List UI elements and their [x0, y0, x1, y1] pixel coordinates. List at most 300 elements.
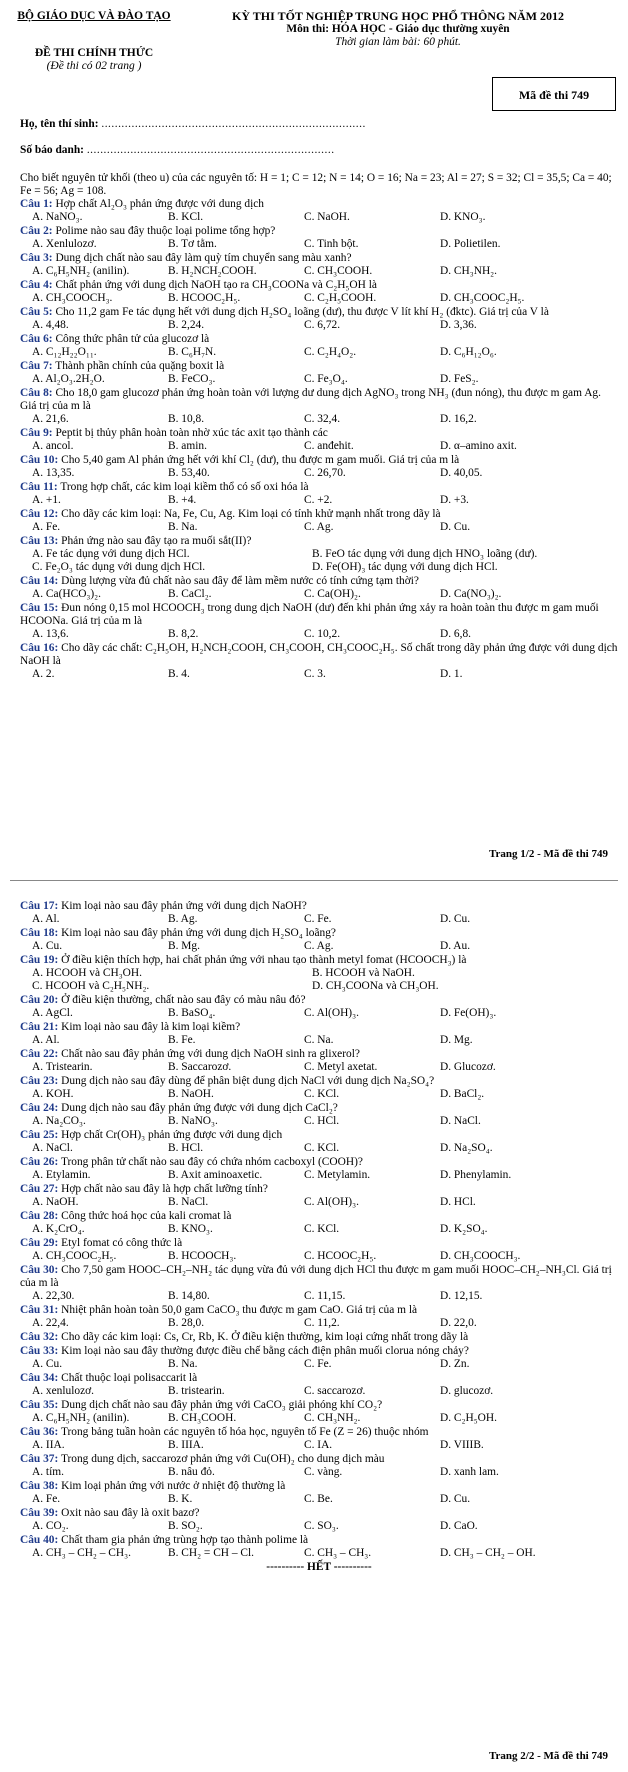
question-number: Câu 9:: [20, 427, 53, 439]
answer-options: [20, 467, 618, 480]
answer-options: [20, 1142, 618, 1155]
answer-option: B. HCl.: [168, 1142, 204, 1154]
answer-option: C. saccarozơ.: [304, 1385, 366, 1397]
question-text: Chất tham gia phản ứng trùng hợp tạo thành polime là: [58, 1534, 309, 1546]
answer-option: D. Cu.: [440, 913, 471, 925]
question-number: Câu 21:: [20, 1021, 59, 1033]
question-number: Câu 24:: [20, 1102, 59, 1114]
answer-options: [20, 292, 618, 305]
answer-option: A. KOH.: [32, 1088, 74, 1100]
question-text: Hợp chất nào sau đây là hợp chất lưỡng tính?: [58, 1183, 268, 1195]
question-item: [20, 1237, 618, 1263]
official-label: ĐỀ THI CHÍNH THỨC: [34, 47, 154, 59]
question-stem: [20, 1102, 618, 1115]
answer-options: [20, 1250, 618, 1263]
answer-option: A. 4,48.: [32, 319, 69, 331]
question-number: Câu 35:: [20, 1399, 59, 1411]
answer-option: C. Be.: [304, 1493, 333, 1505]
question-text: Chất thuộc loại polisaccarit là: [58, 1372, 198, 1384]
answer-option: B. Saccarozơ.: [168, 1061, 232, 1073]
answer-option: B. HCOOC₂H₅.: [168, 292, 241, 304]
question-text: Nhiệt phân hoàn toàn 50,0 gam CaCO₃ thu được m gam CaO. Giá trị của m là: [58, 1304, 418, 1316]
question-number: Câu 18:: [20, 927, 59, 939]
question-text: Trong phân tử chất nào sau đây có chứa nhóm cacboxyl (COOH)?: [58, 1156, 363, 1168]
answer-option: D. Glucozơ.: [440, 1061, 496, 1073]
answer-options: [20, 238, 618, 251]
question-item: [20, 900, 618, 926]
answer-options: [20, 1466, 618, 1479]
answer-option: B. NaNO₃.: [168, 1115, 218, 1127]
question-item: [20, 1453, 618, 1479]
answer-option: B. NaOH.: [168, 1088, 214, 1100]
answer-option: C. C₂H₅COOH.: [304, 292, 377, 304]
answer-option: B. 53,40.: [168, 467, 210, 479]
question-text: Ở điều kiện thường, chất nào sau đây có màu nâu đỏ?: [58, 994, 306, 1006]
answer-option: C. 11,15.: [304, 1290, 346, 1302]
answer-option: D. C₆H₁₂O₆.: [440, 346, 497, 358]
answer-option: D. K₂SO₄.: [440, 1223, 488, 1235]
answer-options: [20, 1520, 618, 1533]
question-text: Cho 18,0 gam glucozơ phản ứng hoàn toàn với lượng dư dung dịch AgNO₃ trong NH₃ (đun nóng), thu được m gam Ag. Giá trị của m là: [20, 387, 601, 412]
question-item: [20, 1480, 618, 1506]
answer-option: A. Etylamin.: [32, 1169, 91, 1181]
question-item: [20, 994, 618, 1020]
question-item: [20, 1264, 618, 1303]
answer-option: B. 8,2.: [168, 628, 199, 640]
question-text: Trong dung dịch, saccarozơ phản ứng với Cu(OH)₂ cho dung dịch màu: [58, 1453, 385, 1465]
answer-option: D. Polietilen.: [440, 238, 501, 250]
question-item: [20, 508, 618, 534]
answer-option: A. Ca(HCO₃)₂.: [32, 588, 102, 600]
answer-options: [20, 1061, 618, 1074]
question-item: [20, 535, 618, 574]
question-number: Câu 2:: [20, 225, 53, 237]
question-number: Câu 13:: [20, 535, 59, 547]
question-number: Câu 14:: [20, 575, 59, 587]
question-stem: [20, 1372, 618, 1385]
question-number: Câu 16:: [20, 642, 59, 654]
question-stem: [20, 535, 618, 548]
answer-option: C. CH₃NH₂.: [304, 1412, 361, 1424]
answer-options: [20, 1223, 618, 1236]
answer-option: A. K₂CrO₄.: [32, 1223, 85, 1235]
answer-option: C. 3.: [304, 668, 326, 680]
end-mark: ---------- HẾT ----------: [266, 1561, 372, 1573]
answer-options: [20, 413, 618, 426]
question-text: Dung dịch nào sau đây dùng để phân biệt dung dịch NaCl với dung dịch Na₂SO₄?: [58, 1075, 435, 1087]
ministry-name: BỘ GIÁO DỤC VÀ ĐÀO TẠO: [17, 10, 171, 22]
question-number: Câu 26:: [20, 1156, 59, 1168]
question-stem: [20, 954, 618, 967]
question-item: [20, 306, 618, 332]
answer-options: [20, 940, 618, 953]
question-item: [20, 360, 618, 386]
question-stem: [20, 1129, 618, 1142]
answer-option: B. CaCl₂.: [168, 588, 212, 600]
answer-option: D. CaO.: [440, 1520, 478, 1532]
answer-option: D. Cu.: [440, 521, 471, 533]
answer-option: D. 6,8.: [440, 628, 472, 640]
answer-options: [20, 211, 618, 224]
candidate-id-row: [20, 144, 366, 170]
answer-option: B. 4.: [168, 668, 190, 680]
answer-option: C. HCl.: [304, 1115, 340, 1127]
answer-option: D. HCl.: [440, 1196, 476, 1208]
answer-option: C. Metylamin.: [304, 1169, 371, 1181]
answer-option: A. 22,30.: [32, 1290, 75, 1302]
answer-option: A. NaNO₃.: [32, 211, 83, 223]
question-item: [20, 252, 618, 278]
question-number: Câu 19:: [20, 954, 59, 966]
answer-option: D. CH₃COONa và CH₃OH.: [312, 980, 439, 992]
answer-option: C. Fe.: [304, 913, 332, 925]
question-item: [20, 1534, 618, 1560]
question-item: [20, 1156, 618, 1182]
answer-option: A. 21,6.: [32, 413, 69, 425]
answer-options: [20, 1439, 618, 1452]
answer-option: B. +4.: [168, 494, 197, 506]
answer-option: A. 2.: [32, 668, 55, 680]
answer-option: C. HCOOC₂H₅.: [304, 1250, 377, 1262]
exam-subject: Môn thi: HÓA HỌC - Giáo dục thường xuyên: [286, 23, 510, 35]
answer-option: D. Ca(NO₃)₂.: [440, 588, 502, 600]
answer-option: C. C₂H₄O₂.: [304, 346, 357, 358]
question-text: Cho 5,40 gam Al phản ứng hết với khí Cl₂ (dư), thu được m gam muối. Giá trị của m là: [58, 454, 460, 466]
answer-option: C. anđehit.: [304, 440, 354, 452]
question-item: [20, 642, 618, 681]
question-text: Dung dịch chất nào sau đây phản ứng với CaCO₃ giải phóng khí CO₂?: [58, 1399, 383, 1411]
answer-option: D. BaCl₂.: [440, 1088, 485, 1100]
question-item: [20, 1129, 618, 1155]
answer-option: D. CH₃NH₂.: [440, 265, 497, 277]
answer-options: [20, 1169, 618, 1182]
question-number: Câu 3:: [20, 252, 53, 264]
answer-option: C. KCl.: [304, 1223, 340, 1235]
question-stem: [20, 1480, 618, 1493]
question-item: [20, 225, 618, 251]
answer-option: D. Fe(OH)₃.: [440, 1007, 497, 1019]
question-stem: [20, 1021, 618, 1034]
question-text: Cho dãy các chất: C₂H₅OH, H₂NCH₂COOH, CH₃COOH, CH₃COOC₂H₅. Số chất trong dãy phản ứng được với dung dịch NaOH là: [20, 642, 618, 667]
answer-option: A. tím.: [32, 1466, 64, 1478]
answer-option: D. Au.: [440, 940, 471, 952]
answer-option: B. KCl.: [168, 211, 204, 223]
question-item: [20, 1075, 618, 1101]
question-number: Câu 28:: [20, 1210, 59, 1222]
answer-option: C. +2.: [304, 494, 333, 506]
answer-options: [20, 548, 618, 574]
answer-option: B. Na.: [168, 1358, 198, 1370]
answer-option: A. C₆H₅NH₂ (anilin).: [32, 1412, 130, 1424]
question-item: [20, 1399, 618, 1425]
answer-option: B. IIIA.: [168, 1439, 204, 1451]
pages-note: (Đề thi có 02 trang ): [46, 60, 142, 72]
question-item: [20, 954, 618, 993]
answer-option: B. 2,24.: [168, 319, 205, 331]
answer-option: B. CH₃COOH.: [168, 1412, 237, 1424]
answer-options: [20, 1007, 618, 1020]
question-number: Câu 5:: [20, 306, 53, 318]
question-text: Etyl fomat có công thức là: [58, 1237, 183, 1249]
answer-option: A. HCOOH và CH₃OH.: [32, 967, 142, 979]
answer-option: C. Fe₂O₃ tác dụng với dung dịch HCl.: [32, 561, 206, 573]
header-left: [14, 10, 174, 73]
answer-option: B. C₆H₇N.: [168, 346, 217, 358]
answer-option: B. Fe.: [168, 1034, 196, 1046]
question-number: Câu 4:: [20, 279, 53, 291]
question-list-page1: [20, 198, 618, 682]
answer-option: B. amin.: [168, 440, 207, 452]
header-right: [198, 10, 598, 49]
answer-option: B. Mg.: [168, 940, 200, 952]
question-stem: [20, 454, 618, 467]
name-label: Họ, tên thí sinh:: [20, 118, 99, 130]
question-text: Phản ứng nào sau đây tạo ra muối sắt(II)?: [58, 535, 252, 547]
answer-option: D. 3,36.: [440, 319, 477, 331]
question-stem: [20, 1156, 618, 1169]
question-stem: [20, 602, 618, 628]
answer-option: C. SO₃.: [304, 1520, 339, 1532]
answer-option: A. NaOH.: [32, 1196, 79, 1208]
question-item: [20, 198, 618, 224]
answer-option: C. Ag.: [304, 940, 334, 952]
answer-option: B. Ag.: [168, 913, 198, 925]
answer-option: A. Fe.: [32, 521, 61, 533]
answer-option: A. C₁₂H₂₂O₁₁.: [32, 346, 97, 358]
answer-option: C. CH₃ – CH₃.: [304, 1547, 372, 1559]
answer-option: A. NaCl.: [32, 1142, 73, 1154]
question-text: Cho dãy các kim loại: Cs, Cr, Rb, K. Ở điều kiện thường, kim loại cứng nhất trong dãy là: [58, 1331, 469, 1343]
answer-option: D. 12,15.: [440, 1290, 483, 1302]
question-item: [20, 1210, 618, 1236]
answer-options: [20, 1196, 618, 1209]
question-text: Oxit nào sau đây là oxit bazơ?: [58, 1507, 200, 1519]
answer-option: C. IA.: [304, 1439, 333, 1451]
question-text: Thành phần chính của quặng boxit là: [52, 360, 225, 372]
question-text: Dung dịch chất nào sau đây làm quỳ tím chuyển sang màu xanh?: [52, 252, 352, 264]
answer-option: C. 11,2.: [304, 1317, 340, 1329]
question-stem: [20, 279, 618, 292]
question-item: [20, 1048, 618, 1074]
answer-option: A. Al₂O₃.2H₂O.: [32, 373, 105, 385]
question-number: Câu 10:: [20, 454, 59, 466]
question-number: Câu 6:: [20, 333, 53, 345]
question-item: [20, 1183, 618, 1209]
answer-options: [20, 1115, 618, 1128]
question-stem: [20, 575, 618, 588]
name-dots: ...............................................................................: [101, 118, 366, 130]
question-item: [20, 1426, 618, 1452]
exam-page-1: [0, 0, 628, 860]
answer-options: [20, 1317, 618, 1330]
answer-options: [20, 668, 618, 681]
answer-options: [20, 521, 618, 534]
answer-option: C. Al(OH)₃.: [304, 1196, 359, 1208]
question-stem: [20, 1453, 618, 1466]
answer-option: D. Fe(OH)₃ tác dụng với dung dịch HCl.: [312, 561, 498, 573]
answer-option: D. 16,2.: [440, 413, 477, 425]
question-number: Câu 37:: [20, 1453, 59, 1465]
question-number: Câu 7:: [20, 360, 53, 372]
question-text: Peptit bị thủy phân hoàn toàn nhờ xúc tác axit tạo thành các: [52, 427, 328, 439]
question-stem: [20, 1507, 618, 1520]
answer-option: A. 22,4.: [32, 1317, 69, 1329]
answer-option: D. Cu.: [440, 1493, 471, 1505]
answer-option: B. CH₂ = CH – Cl.: [168, 1547, 255, 1559]
question-number: Câu 8:: [20, 387, 53, 399]
answer-option: C. 32,4.: [304, 413, 341, 425]
answer-option: D. α–amino axit.: [440, 440, 517, 452]
question-number: Câu 23:: [20, 1075, 59, 1087]
question-stem: [20, 1048, 618, 1061]
answer-options: [20, 1358, 618, 1371]
question-stem: [20, 225, 618, 238]
answer-option: B. NaCl.: [168, 1196, 209, 1208]
answer-option: B. K.: [168, 1493, 193, 1505]
answer-option: C. Na.: [304, 1034, 334, 1046]
answer-option: C. 26,70.: [304, 467, 346, 479]
answer-option: A. ancol.: [32, 440, 74, 452]
answer-option: D. xanh lam.: [440, 1466, 499, 1478]
answer-option: D. NaCl.: [440, 1115, 481, 1127]
answer-option: A. Al.: [32, 913, 60, 925]
question-number: Câu 39:: [20, 1507, 59, 1519]
question-text: Chất nào sau đây phản ứng với dung dịch NaOH sinh ra glixerol?: [58, 1048, 360, 1060]
question-text: Ở điều kiện thích hợp, hai chất phản ứng với nhau tạo thành metyl fomat (HCOOCH₃) là: [58, 954, 467, 966]
answer-option: A. Xenlulozơ.: [32, 238, 97, 250]
question-item: [20, 1021, 618, 1047]
answer-option: B. FeCO₃.: [168, 373, 216, 385]
question-number: Câu 11:: [20, 481, 58, 493]
answer-option: B. 10,8.: [168, 413, 205, 425]
question-item: [20, 333, 618, 359]
answer-options: [20, 1493, 618, 1506]
question-stem: [20, 642, 618, 668]
question-stem: [20, 927, 618, 940]
answer-option: D. Phenylamin.: [440, 1169, 512, 1181]
answer-option: C. HCOOH và C₂H₅NH₂.: [32, 980, 150, 992]
answer-options: [20, 346, 618, 359]
answer-option: A. AgCl.: [32, 1007, 73, 1019]
answer-options: [20, 967, 618, 993]
answer-option: D. C₂H₅OH.: [440, 1412, 497, 1424]
question-text: Trong bảng tuần hoàn các nguyên tố hóa học, nguyên tố Fe (Z = 26) thuộc nhóm: [58, 1426, 429, 1438]
exam-duration: Thời gian làm bài: 60 phút.: [335, 36, 461, 48]
answer-option: C. NaOH.: [304, 211, 350, 223]
answer-option: D. CH₃COOCH₃.: [440, 1250, 521, 1262]
answer-options: [20, 1412, 618, 1425]
answer-option: D. KNO₃.: [440, 211, 486, 223]
question-stem: [20, 1426, 618, 1439]
question-number: Câu 36:: [20, 1426, 59, 1438]
answer-option: B. Axit aminoaxetic.: [168, 1169, 263, 1181]
answer-option: D. 22,0.: [440, 1317, 477, 1329]
question-stem: [20, 387, 618, 413]
question-text: Công thức hoá học của kali cromat là: [58, 1210, 232, 1222]
question-text: Đun nóng 0,15 mol HCOOCH₃ trong dung dịch NaOH (dư) đến khi phản ứng xảy ra hoàn toàn thu được m gam muối HCOONa. Giá trị của m là: [20, 602, 599, 627]
answer-options: [20, 1290, 618, 1303]
question-text: Cho dãy các kim loại: Na, Fe, Cu, Ag. Kim loại có tính khử mạnh nhất trong dãy là: [58, 508, 441, 520]
question-stem: [20, 1304, 618, 1317]
answer-option: D. +3.: [440, 494, 469, 506]
answer-option: C. KCl.: [304, 1142, 340, 1154]
answer-option: A. 13,6.: [32, 628, 69, 640]
answer-option: B. FeO tác dụng với dung dịch HNO₃ loãng (dư).: [312, 548, 538, 560]
question-text: Cho 11,2 gam Fe tác dụng hết với dung dịch H₂SO₄ loãng (dư), thu được V lít khí H₂ (đktc). Giá trị của V là: [52, 306, 549, 318]
question-text: Công thức phân tử của glucozơ là: [52, 333, 210, 345]
question-stem: [20, 481, 618, 494]
answer-options: [20, 494, 618, 507]
answer-option: C. Fe₃O₄.: [304, 373, 348, 385]
question-item: [20, 1372, 618, 1398]
answer-option: D. VIIIB.: [440, 1439, 484, 1451]
answer-option: D. 1.: [440, 668, 463, 680]
answer-option: B. BaSO₄.: [168, 1007, 216, 1019]
answer-option: A. Al.: [32, 1034, 60, 1046]
question-stem: [20, 360, 618, 373]
question-stem: [20, 1264, 618, 1290]
answer-option: D. CH₃ – CH₂ – OH.: [440, 1547, 536, 1559]
question-text: Chất phản ứng với dung dịch NaOH tạo ra CH₃COONa và C₂H₅OH là: [52, 279, 377, 291]
question-number: Câu 31:: [20, 1304, 59, 1316]
question-item: [20, 927, 618, 953]
question-stem: [20, 252, 618, 265]
question-number: Câu 12:: [20, 508, 59, 520]
answer-option: C. vàng.: [304, 1466, 343, 1478]
answer-option: D. Zn.: [440, 1358, 470, 1370]
candidate-name-row: [20, 118, 366, 144]
answer-options: [20, 373, 618, 386]
answer-option: A. xenlulozơ.: [32, 1385, 95, 1397]
question-item: [20, 1345, 618, 1371]
question-number: Câu 20:: [20, 994, 59, 1006]
answer-option: B. HCOOH và NaOH.: [312, 967, 415, 979]
question-text: Kim loại nào sau đây thường được điều chế bằng cách điện phân muối clorua nóng chảy?: [58, 1345, 469, 1357]
answer-option: A. Cu.: [32, 940, 63, 952]
answer-option: D. Mg.: [440, 1034, 473, 1046]
question-number: Câu 34:: [20, 1372, 59, 1384]
question-number: Câu 40:: [20, 1534, 59, 1546]
answer-option: A. CH₃ – CH₂ – CH₃.: [32, 1547, 131, 1559]
question-stem: [20, 1210, 618, 1223]
question-item: [20, 481, 618, 507]
question-number: Câu 27:: [20, 1183, 59, 1195]
question-stem: [20, 306, 618, 319]
question-stem: [20, 333, 618, 346]
question-item: [20, 279, 618, 305]
answer-option: B. SO₂.: [168, 1520, 203, 1532]
answer-option: D. 40,05.: [440, 467, 483, 479]
question-item: [20, 1304, 618, 1330]
answer-option: B. HCOOCH₃.: [168, 1250, 237, 1262]
answer-option: B. KNO₃.: [168, 1223, 213, 1235]
question-number: Câu 22:: [20, 1048, 59, 1060]
question-number: Câu 30:: [20, 1264, 59, 1276]
question-stem: [20, 427, 618, 440]
answer-options: [20, 913, 618, 926]
answer-option: A. CH₃COOCH₃.: [32, 292, 113, 304]
question-number: Câu 15:: [20, 602, 59, 614]
question-number: Câu 33:: [20, 1345, 59, 1357]
answer-option: B. Tơ tằm.: [168, 238, 217, 250]
answer-options: [20, 265, 618, 278]
question-text: Kim loại phản ứng với nước ở nhiệt độ thường là: [58, 1480, 286, 1492]
id-label: Số báo danh:: [20, 144, 84, 156]
question-text: Trong hợp chất, các kim loại kiềm thổ có số oxi hóa là: [57, 481, 309, 493]
answer-option: A. Cu.: [32, 1358, 63, 1370]
question-list-page2: [20, 900, 618, 1574]
answer-option: B. tristearin.: [168, 1385, 225, 1397]
